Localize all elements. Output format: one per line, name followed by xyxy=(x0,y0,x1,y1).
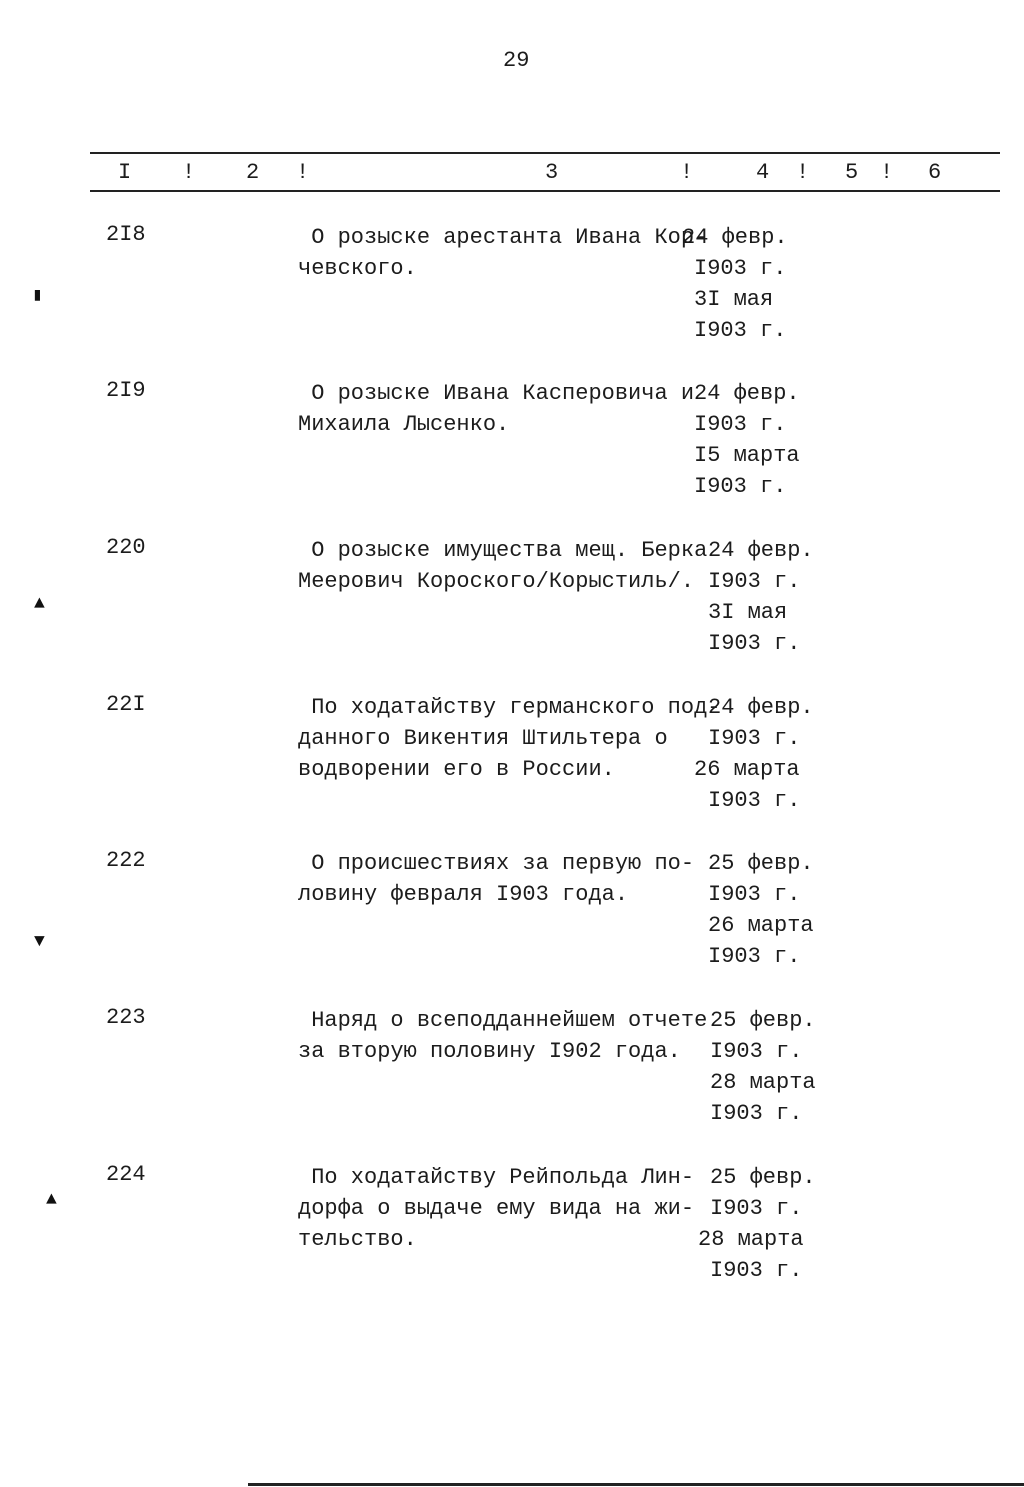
description-line: Михаила Лысенко. xyxy=(298,412,510,437)
date-start: 24 февр. xyxy=(708,538,814,563)
date-start: 25 февр. xyxy=(710,1008,816,1033)
date-end: 3I мая xyxy=(694,287,774,312)
date-end: 28 марта xyxy=(698,1227,804,1252)
column-header-5: 5 xyxy=(845,160,859,185)
row-number: 223 xyxy=(106,1005,146,1030)
description-line: По ходатайству германского под- xyxy=(298,695,721,720)
date-end-year: I903 г. xyxy=(708,944,801,969)
row-number: 224 xyxy=(106,1162,146,1187)
description-line: тельство. xyxy=(298,1227,417,1252)
column-header-6: 6 xyxy=(928,160,942,185)
column-header-2: 2 xyxy=(246,160,260,185)
description-line: чевского. xyxy=(298,256,417,281)
description-line: дорфа о выдаче ему вида на жи- xyxy=(298,1196,695,1221)
date-start-year: I903 г. xyxy=(708,569,801,594)
description-line: О происшествиях за первую по- xyxy=(298,851,695,876)
table-row xyxy=(0,222,1024,372)
date-start-year: I903 г. xyxy=(694,256,787,281)
date-end-year: I903 г. xyxy=(694,474,787,499)
date-end-year: I903 г. xyxy=(708,788,801,813)
column-header-4: 4 xyxy=(756,160,770,185)
row-description xyxy=(298,1005,707,1067)
date-start: 25 февр. xyxy=(708,851,814,876)
date-end: 26 марта xyxy=(708,913,814,938)
row-number: 220 xyxy=(106,535,146,560)
date-end: 3I мая xyxy=(708,600,788,625)
row-number: 222 xyxy=(106,848,146,873)
row-dates xyxy=(694,378,800,502)
row-dates xyxy=(708,535,814,659)
row-dates xyxy=(710,1005,816,1129)
description-line: за вторую половину I902 года. xyxy=(298,1039,681,1064)
table-row xyxy=(0,692,1024,842)
row-number: 2I9 xyxy=(106,378,146,403)
description-line: О розыске Ивана Касперовича и xyxy=(298,381,695,406)
binding-hole-mark-icon: ▲ xyxy=(46,1190,57,1210)
binding-hole-mark-icon: ▲ xyxy=(34,594,45,614)
table-row xyxy=(0,378,1024,528)
table-row xyxy=(0,848,1024,998)
column-separator: ! xyxy=(680,160,694,185)
description-line: данного Викентия Штильтера о xyxy=(298,726,668,751)
row-dates xyxy=(682,222,788,346)
row-dates xyxy=(708,848,814,972)
description-line: По ходатайству Рейпольда Лин- xyxy=(298,1165,695,1190)
column-header-1: I xyxy=(118,160,132,185)
row-description xyxy=(298,222,707,284)
date-end-year: I903 г. xyxy=(694,318,787,343)
description-line: водворении его в России. xyxy=(298,757,615,782)
table-row xyxy=(0,1005,1024,1155)
page-bottom-rule xyxy=(248,1483,1024,1486)
row-number: 22I xyxy=(106,692,146,717)
table-row xyxy=(0,1162,1024,1312)
column-separator: ! xyxy=(182,160,196,185)
row-description xyxy=(298,1162,694,1255)
date-start-year: I903 г. xyxy=(710,1196,803,1221)
binding-hole-mark-icon: ▼ xyxy=(34,932,45,952)
description-line: О розыске арестанта Ивана Кор- xyxy=(298,225,708,250)
row-description xyxy=(298,378,694,440)
date-end-year: I903 г. xyxy=(708,631,801,656)
column-header-3: 3 xyxy=(545,160,559,185)
date-start-year: I903 г. xyxy=(708,726,801,751)
date-start-year: I903 г. xyxy=(710,1039,803,1064)
row-description xyxy=(298,692,720,785)
column-separator: ! xyxy=(796,160,810,185)
row-description xyxy=(298,535,707,597)
column-separator: ! xyxy=(880,160,894,185)
date-end: 28 марта xyxy=(710,1070,816,1095)
description-line: ловину февраля I903 года. xyxy=(298,882,629,907)
date-start-year: I903 г. xyxy=(708,882,801,907)
date-end-year: I903 г. xyxy=(710,1101,803,1126)
row-description xyxy=(298,848,694,910)
date-start: 25 февр. xyxy=(710,1165,816,1190)
description-line: Наряд о всеподданнейшем отчете xyxy=(298,1008,708,1033)
date-start-year: I903 г. xyxy=(694,412,787,437)
row-dates xyxy=(694,692,814,816)
page-number: 29 xyxy=(503,48,530,73)
date-start: 24 февр. xyxy=(682,225,788,250)
date-end: I5 марта xyxy=(694,443,800,468)
row-number: 2I8 xyxy=(106,222,146,247)
header-rule-top xyxy=(90,152,1000,154)
date-start: 24 февр. xyxy=(694,381,800,406)
date-end-year: I903 г. xyxy=(710,1258,803,1283)
row-dates xyxy=(698,1162,816,1286)
header-rule-bottom xyxy=(90,190,1000,192)
description-line: Меерович Короского/Корыстиль/. xyxy=(298,569,695,594)
date-end: 26 марта xyxy=(694,757,800,782)
column-separator: ! xyxy=(296,160,310,185)
date-start: 24 февр. xyxy=(708,695,814,720)
binding-hole-mark-icon: ▮ xyxy=(32,286,43,306)
table-row xyxy=(0,535,1024,685)
description-line: О розыске имущества мещ. Берка xyxy=(298,538,708,563)
